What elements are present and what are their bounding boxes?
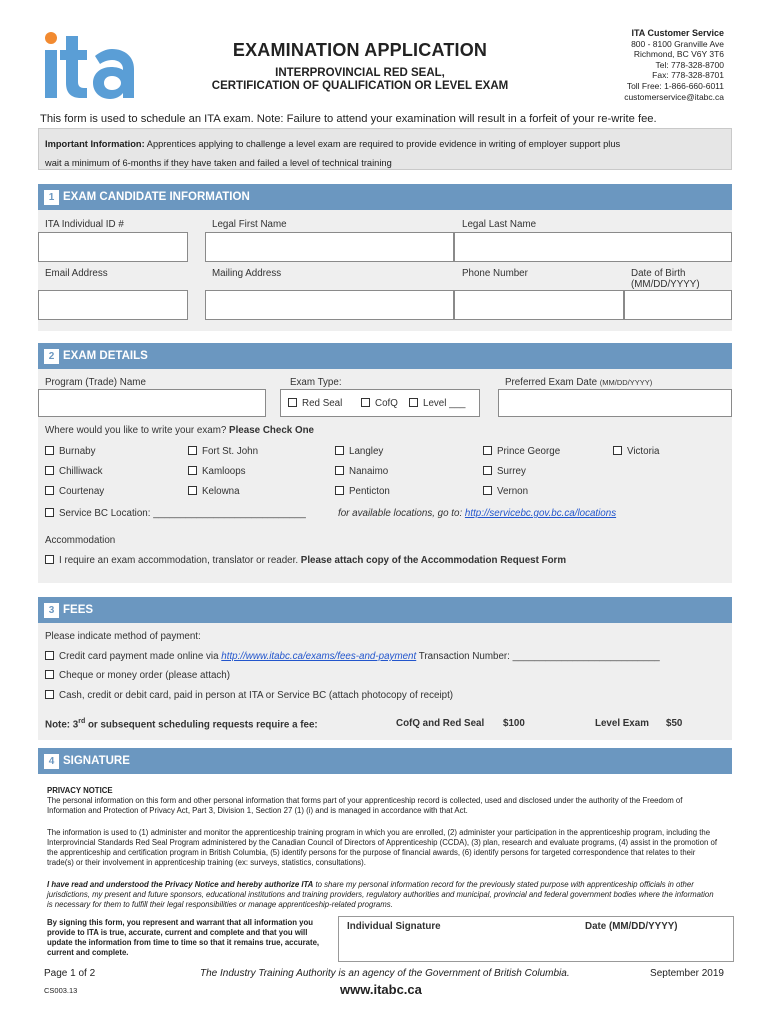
loc-label: Vernon [497, 486, 529, 497]
section-candidate-info [38, 184, 732, 331]
logo-letter-t [60, 36, 87, 98]
last-name-label: Legal Last Name [462, 219, 537, 230]
cheque-text: Cheque or money order (please attach) [59, 670, 230, 681]
section-3-title: FEES [63, 604, 94, 616]
section-4-header [38, 748, 732, 774]
loc-label: Kamloops [202, 466, 246, 477]
section-3-header [38, 597, 732, 623]
form-subtitle-2: CERTIFICATION OF QUALIFICATION OR LEVEL EXAM [211, 80, 509, 92]
preferred-date-field[interactable] [498, 389, 732, 417]
cash-text: Cash, credit or debit card, paid in person at ITA or Service BC (attach photocopy of receipt) [59, 690, 454, 701]
accommodation-bold: Please attach copy of the Accommodation Request Form [300, 555, 567, 566]
loc-victoria[interactable] [613, 446, 660, 457]
checkbox-online-payment[interactable] [45, 651, 54, 660]
page-number: Page 1 of 2 [44, 968, 96, 979]
preferred-date-label [505, 377, 652, 388]
checkbox-vernon[interactable] [483, 486, 492, 495]
form-date: September 2019 [650, 968, 724, 979]
mailing-address-field[interactable] [205, 290, 454, 320]
section-4-number: 4 [44, 754, 59, 769]
loc-kamloops[interactable] [188, 466, 246, 477]
warrant-text: By signing this form, you represent and warrant that all information you provide to ITA is true, accurate, current and complete and that you will update the information from time to time so that it remains true, accurate, current and complete. [47, 918, 320, 957]
payment-method-label: Please indicate method of payment: [45, 631, 201, 642]
contact-tollfree: Toll Free: 1-866-660-6011 [626, 80, 724, 91]
accommodation-text: I require an exam accommodation, translator or reader. [59, 555, 301, 566]
section-1-number: 1 [44, 190, 59, 205]
loc-chilliwack[interactable] [45, 466, 103, 477]
loc-label: Nanaimo [349, 466, 389, 477]
ita-logo [40, 30, 140, 102]
section-1-header [38, 184, 732, 210]
form-subtitle-1: INTERPROVINCIAL RED SEAL, [275, 67, 445, 79]
website-url[interactable]: www.itabc.ca [340, 982, 422, 997]
where-text: Where would you like to write your exam? [45, 425, 230, 436]
last-name-field[interactable] [454, 232, 732, 262]
checkbox-surrey[interactable] [483, 466, 492, 475]
payment-option-cash[interactable] [45, 690, 453, 701]
fee-level-value: $50 [666, 718, 683, 729]
contact-fax: Fax: 778-328-8701 [652, 70, 724, 81]
fee-cofq-redseal-label: CofQ and Red Seal [396, 718, 485, 729]
checkbox-fort-st-john[interactable] [188, 446, 197, 455]
checkbox-burnaby[interactable] [45, 446, 54, 455]
fee-level-label: Level Exam [595, 718, 649, 729]
loc-kelowna[interactable] [188, 486, 240, 497]
email-field[interactable] [38, 290, 188, 320]
dob-label-2: (MM/DD/YYYY) [631, 279, 700, 290]
loc-courtenay[interactable] [45, 486, 104, 497]
important-text-2: wait a minimum of 6-months if they have taken and failed a level of technical training [45, 158, 392, 168]
sign-date-label: Date (MM/DD/YYYY) [585, 921, 678, 932]
program-label: Program (Trade) Name [45, 377, 146, 388]
where-label [45, 425, 314, 436]
payment-option-online[interactable] [45, 651, 660, 662]
checkbox-accommodation[interactable] [45, 555, 54, 564]
preferred-date-hint: (MM/DD/YYYY) [599, 378, 653, 387]
signature-label: Individual Signature [347, 921, 441, 932]
section-2-title: EXAM DETAILS [63, 350, 148, 362]
privacy-authorize-text: to share my personal information record for the previously stated purpose with apprenticeship officials in other jurisdictions, my present and future sponsors, educational institutions and training providers, regulatory authorities and municipal, provincial and federal government bodies where the information is necessary for them to fulfill their legal responsibilities or manage apprenticeship-related programs. [47, 880, 714, 909]
form-title: EXAMINATION APPLICATION [232, 40, 488, 60]
important-label: Important Information: [45, 139, 145, 149]
section-3-number: 3 [44, 603, 59, 618]
loc-vernon[interactable] [483, 486, 528, 497]
loc-label: Langley [349, 446, 384, 457]
exam-type-redseal[interactable] [288, 398, 342, 409]
mailing-address-label: Mailing Address [212, 268, 282, 279]
section-signature [38, 748, 732, 774]
checkbox-prince-george[interactable] [483, 446, 492, 455]
dob-label [631, 268, 700, 290]
loc-label: Penticton [349, 486, 390, 497]
loc-penticton[interactable] [335, 486, 390, 497]
loc-label: Victoria [627, 446, 660, 457]
checkbox-level[interactable] [409, 398, 418, 407]
loc-label: Prince George [497, 446, 561, 457]
ita-id-label: ITA Individual ID # [45, 219, 124, 230]
privacy-paragraph-2: The information is used to (1) administer and monitor the apprenticeship training program in which you are enrolled, (2) administer your participation in the apprenticeship program, including the Interprovincial Standards Red Seal Program administered by the Canadian Council of Directors of Apprenticeship (CCDA), (3) plan, research and evaluate programs, (4) assist in the promotion of the apprenticeship and certification program in British Columbia, (5) identify persons for the purpose of financial awards, (6) identify persons for targeted correspondence that relates to their trade(s) or their involvement in apprenticeship training (ex: surveys, statistics, consultations). [47, 828, 717, 867]
dob-label-1: Date of Birth [631, 268, 686, 279]
logo-orange-dot [45, 32, 57, 44]
contact-address-1: 800 - 8100 Granville Ave [631, 38, 724, 49]
accommodation-label: Accommodation [45, 535, 116, 546]
important-info-box [38, 128, 732, 170]
checkbox-servicebc[interactable] [45, 508, 54, 517]
transaction-number: Transaction Number: ___________________________ [416, 651, 660, 662]
program-name-field[interactable] [38, 389, 266, 417]
cofq-label: CofQ [375, 398, 398, 409]
level-label: Level ___ [423, 398, 466, 409]
fee-note: Note: 3rd or subsequent scheduling requests require a fee: [45, 718, 318, 731]
email-label: Email Address [45, 268, 108, 279]
servicebc-note [338, 508, 616, 519]
contact-heading: ITA Customer Service [631, 28, 724, 38]
servicebc-note-text: for available locations, go to: [338, 508, 465, 519]
agency-statement: The Industry Training Authority is an agency of the Government of British Columbia. [200, 968, 570, 979]
checkbox-cash[interactable] [45, 690, 54, 699]
privacy-paragraph-3 [47, 880, 719, 910]
loc-langley[interactable] [335, 446, 383, 457]
privacy-notice [47, 786, 719, 816]
servicebc-link[interactable]: http://servicebc.gov.bc.ca/locations [464, 508, 617, 519]
privacy-heading: PRIVACY NOTICE [47, 786, 113, 795]
loc-prince-george[interactable] [483, 446, 560, 457]
loc-surrey[interactable] [483, 466, 526, 477]
checkbox-nanaimo[interactable] [335, 466, 344, 475]
fee-cofq-redseal-value: $100 [503, 718, 525, 729]
contact-tel: Tel: 778-328-8700 [655, 59, 724, 70]
first-name-field[interactable] [205, 232, 454, 262]
checkbox-kamloops[interactable] [188, 466, 197, 475]
exam-type-field [280, 389, 480, 417]
sign-date-field[interactable] [581, 935, 729, 959]
payment-option-cheque[interactable] [45, 670, 230, 681]
loc-label: Courtenay [59, 486, 105, 497]
signature-field[interactable] [343, 935, 575, 959]
ita-id-field[interactable] [38, 232, 188, 262]
phone-field[interactable] [454, 290, 624, 320]
section-1-title: EXAM CANDIDATE INFORMATION [63, 191, 250, 203]
checkbox-victoria[interactable] [613, 446, 622, 455]
section-fees [38, 597, 732, 740]
loc-nanaimo[interactable] [335, 466, 388, 477]
privacy-paragraph-1: The personal information on this form and other personal information that forms part of your apprenticeship record is collected, used and disclosed under the authority of the Freedom of Information and Protection of Privacy Act, Part 3, Division 1, Section 27 (1) (i) and is managed in accordance with that Act. [47, 796, 683, 815]
intro-text: This form is used to schedule an ITA exam. Note: Failure to attend your examination will result in a forfeit of your re-write fee. [40, 113, 657, 125]
exam-type-cofq[interactable] [361, 398, 398, 409]
checkbox-langley[interactable] [335, 446, 344, 455]
signature-area [338, 916, 734, 962]
exam-type-label: Exam Type: [290, 377, 342, 388]
section-4-title: SIGNATURE [63, 755, 130, 767]
checkbox-penticton[interactable] [335, 486, 344, 495]
fees-payment-link[interactable]: http://www.itabc.ca/exams/fees-and-payment [221, 651, 417, 662]
checkbox-kelowna[interactable] [188, 486, 197, 495]
logo-letter-a [93, 49, 134, 99]
loc-servicebc[interactable] [45, 508, 306, 519]
checkbox-redseal[interactable] [288, 398, 297, 407]
redseal-label: Red Seal [302, 398, 343, 409]
loc-label: Chilliwack [59, 466, 103, 477]
accommodation-option[interactable] [45, 555, 566, 566]
loc-label: Burnaby [59, 446, 96, 457]
section-exam-details [38, 343, 732, 583]
section-2-header [38, 343, 732, 369]
form-code: CS003.13 [44, 986, 78, 995]
phone-label: Phone Number [462, 268, 528, 279]
contact-block [624, 28, 724, 102]
where-bold: Please Check One [229, 425, 314, 436]
section-2-number: 2 [44, 349, 59, 364]
servicebc-label: Service BC Location: ____________________________ [59, 508, 306, 519]
loc-burnaby[interactable] [45, 446, 96, 457]
checkbox-chilliwack[interactable] [45, 466, 54, 475]
checkbox-cofq[interactable] [361, 398, 370, 407]
contact-address-2: Richmond, BC V6Y 3T6 [633, 49, 724, 60]
loc-label: Surrey [497, 466, 526, 477]
first-name-label: Legal First Name [212, 219, 287, 230]
privacy-authorize-bold: I have read and understood the Privacy Notice and hereby authorize ITA [47, 880, 314, 889]
loc-label: Kelowna [202, 486, 240, 497]
checkbox-courtenay[interactable] [45, 486, 54, 495]
exam-type-level[interactable] [409, 398, 466, 409]
form-title-block [180, 40, 540, 93]
logo-letter-i [45, 50, 57, 98]
dob-field[interactable] [624, 290, 732, 320]
preferred-date-text: Preferred Exam Date [505, 377, 598, 388]
loc-label: Fort St. John [202, 446, 259, 457]
contact-email[interactable]: customerservice@itabc.ca [624, 91, 724, 102]
checkbox-cheque[interactable] [45, 670, 54, 679]
online-text: Credit card payment made online via [59, 651, 222, 662]
loc-fort-st-john[interactable] [188, 446, 258, 457]
important-text-1: Apprentices applying to challenge a level exam are required to provide evidence in writing of employer support plus [144, 139, 621, 149]
